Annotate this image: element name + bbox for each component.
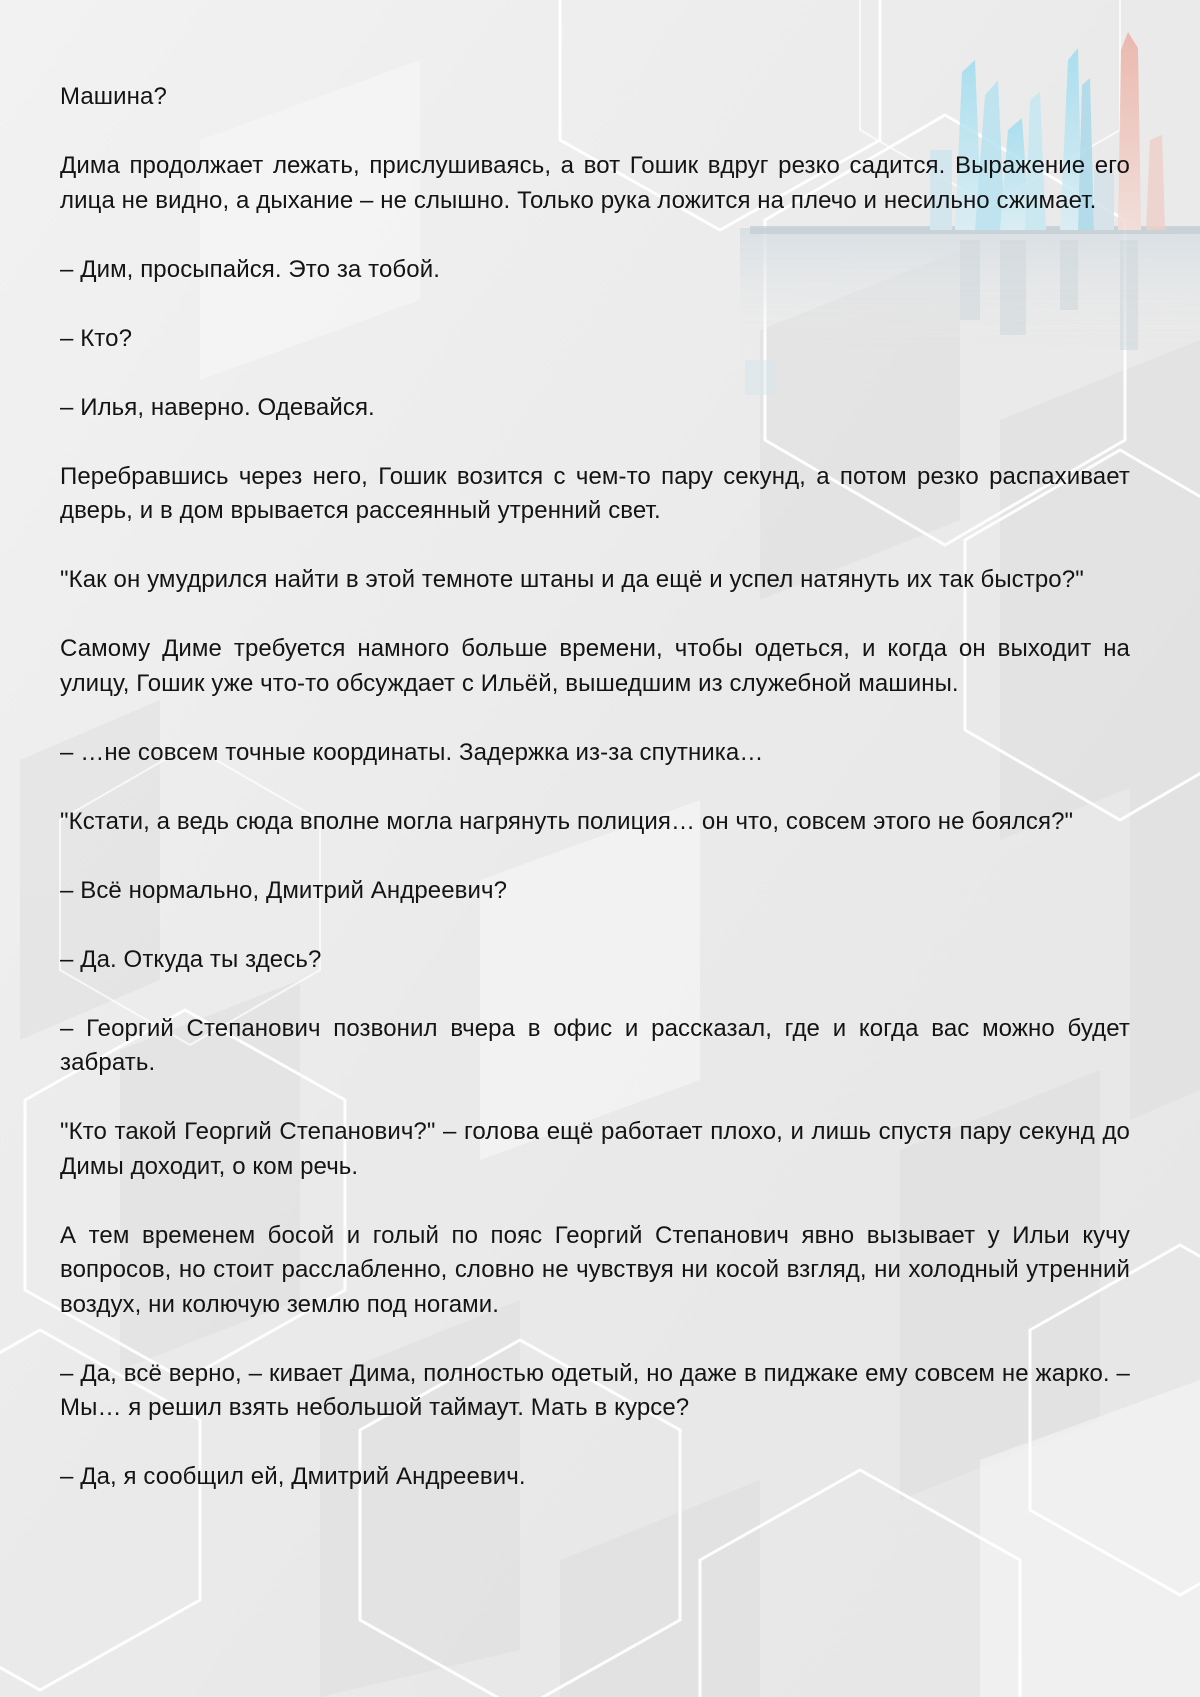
dialogue-line: – Да. Откуда ты здесь? xyxy=(60,945,322,973)
dialogue-line: – Дим, просыпайся. Это за тобой. xyxy=(60,255,440,283)
inner-thought: "Кто такой Георгий Степанович?" – голова ещё работает плохо, и лишь спустя пару секунд до Димы доходит, о ком речь. xyxy=(60,1118,1130,1180)
inner-thought: "Кстати, а ведь сюда вполне могла нагрянуть полиция… он что, совсем этого не боялся?" xyxy=(60,807,1074,835)
paragraph: А тем временем босой и голый по пояс Георгий Степанович явно вызывает у Ильи кучу вопросов, но стоит расслабленно, словно не чувствуя ни косой взгляд, ни холодный утренний воздух, ни колючую землю под ногами. xyxy=(60,1221,1130,1318)
dialogue-line: – Георгий Степанович позвонил вчера в офис и рассказал, где и когда вас можно будет забрать. xyxy=(60,1014,1130,1076)
story-text xyxy=(60,80,1130,1529)
dialogue-line: – Да, я сообщил ей, Дмитрий Андреевич. xyxy=(60,1463,526,1490)
paragraph: Перебравшись через него, Гошик возится с чем-то пару секунд, а потом резко распахивает дверь, и в дом врывается рассеянный утренний свет. xyxy=(60,462,1130,524)
paragraph: Машина? xyxy=(60,83,167,110)
dialogue-line: – Кто? xyxy=(60,324,133,352)
paragraph: Самому Диме требуется намного больше времени, чтобы одеться, и когда он выходит на улицу, Гошик уже что-то обсуждает с Ильёй, вышедшим из служебной машины. xyxy=(60,635,1130,697)
inner-thought: "Как он умудрился найти в этой темноте штаны и да ещё и успел натянуть их так быстро?" xyxy=(60,566,1084,593)
dialogue-line: – …не совсем точные координаты. Задержка из-за спутника… xyxy=(60,738,764,766)
paragraph: Дима продолжает лежать, прислушиваясь, а вот Гошик вдруг резко садится. Выражение его лица не видно, а дыхание – не слышно. Только рука ложится на плечо и несильно сжимает. xyxy=(60,152,1130,214)
dialogue-line: – Всё нормально, Дмитрий Андреевич? xyxy=(60,876,508,904)
dialogue-line: – Илья, наверно. Одевайся. xyxy=(60,393,375,421)
dialogue-line: – Да, всё верно, – кивает Дима, полностью одетый, но даже в пиджаке ему совсем не жарко. – Мы… я решил взять небольшой таймаут. Мать в курсе? xyxy=(60,1359,1130,1421)
